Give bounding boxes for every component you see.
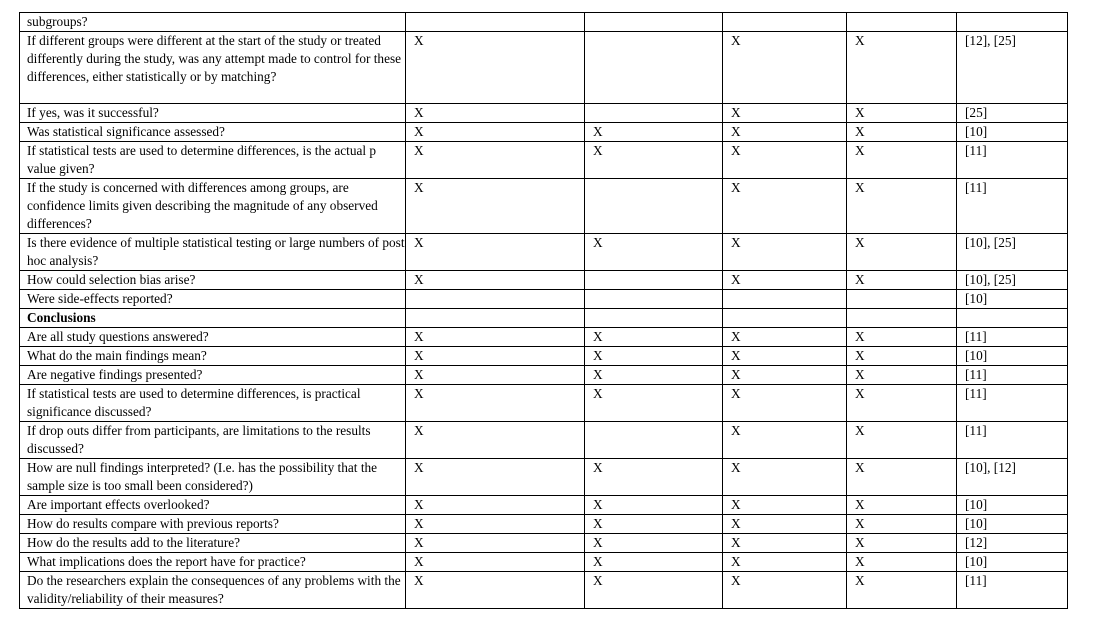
mark-cell-col1: X [406,32,585,104]
mark-cell-col1: X [406,459,585,496]
table-row [20,290,1068,309]
table-row [20,104,1068,123]
mark-cell-col1: X [406,385,585,422]
question-cell: Is there evidence of multiple statistical testing or large numbers of post hoc analysis? [20,234,406,271]
table-row [20,366,1068,385]
mark-cell-col1: X [406,234,585,271]
reference-cell: [12] [957,534,1068,553]
mark-cell-col3: X [723,572,847,609]
table-row [20,515,1068,534]
mark-cell-col2 [585,271,723,290]
reference-cell: [10], [25] [957,271,1068,290]
table-row [20,179,1068,234]
mark-cell-col3 [723,309,847,328]
section-heading: Conclusions [20,309,406,328]
mark-cell-col2: X [585,572,723,609]
mark-cell-col3: X [723,366,847,385]
question-cell: If statistical tests are used to determine differences, is practical significance discussed? [20,385,406,422]
section-heading-row [20,309,1068,328]
question-cell: subgroups? [20,13,406,32]
mark-cell-col2: X [585,328,723,347]
mark-cell-col4: X [847,104,957,123]
mark-cell-col1: X [406,366,585,385]
mark-cell-col1: X [406,142,585,179]
mark-cell-col4: X [847,347,957,366]
mark-cell-col1: X [406,347,585,366]
mark-cell-col4: X [847,32,957,104]
reference-cell: [11] [957,366,1068,385]
mark-cell-col2 [585,104,723,123]
mark-cell-col2: X [585,234,723,271]
table-row [20,32,1068,104]
table-body [20,13,1068,609]
mark-cell-col2 [585,309,723,328]
table-row [20,422,1068,459]
table-row [20,385,1068,422]
reference-cell [957,309,1068,328]
mark-cell-col1 [406,13,585,32]
mark-cell-col3: X [723,271,847,290]
mark-cell-col2: X [585,385,723,422]
mark-cell-col1: X [406,515,585,534]
reference-cell: [11] [957,572,1068,609]
mark-cell-col3: X [723,515,847,534]
question-cell: Do the researchers explain the consequences of any problems with the validity/reliability of their measures? [20,572,406,609]
reference-cell: [10] [957,515,1068,534]
mark-cell-col4: X [847,515,957,534]
reference-cell: [10], [25] [957,234,1068,271]
reference-cell: [10] [957,496,1068,515]
mark-cell-col4: X [847,553,957,572]
mark-cell-col3: X [723,32,847,104]
mark-cell-col2: X [585,496,723,515]
question-cell: How could selection bias arise? [20,271,406,290]
table-row [20,123,1068,142]
mark-cell-col3: X [723,328,847,347]
reference-cell: [10], [12] [957,459,1068,496]
mark-cell-col3: X [723,347,847,366]
question-cell: Are all study questions answered? [20,328,406,347]
mark-cell-col1: X [406,179,585,234]
mark-cell-col4: X [847,534,957,553]
question-cell: How are null findings interpreted? (I.e. has the possibility that the sample size is too small been considered?) [20,459,406,496]
reference-cell: [10] [957,553,1068,572]
mark-cell-col3: X [723,123,847,142]
mark-cell-col4: X [847,496,957,515]
mark-cell-col2: X [585,553,723,572]
mark-cell-col2: X [585,515,723,534]
question-cell: Are negative findings presented? [20,366,406,385]
mark-cell-col2 [585,422,723,459]
mark-cell-col4: X [847,271,957,290]
mark-cell-col4: X [847,385,957,422]
mark-cell-col4: X [847,366,957,385]
mark-cell-col4: X [847,179,957,234]
mark-cell-col4: X [847,234,957,271]
reference-cell: [25] [957,104,1068,123]
question-cell: How do the results add to the literature? [20,534,406,553]
mark-cell-col1 [406,309,585,328]
checklist-table [19,12,1068,609]
mark-cell-col4: X [847,142,957,179]
reference-cell: [11] [957,328,1068,347]
mark-cell-col3: X [723,142,847,179]
mark-cell-col3 [723,13,847,32]
mark-cell-col4 [847,290,957,309]
reference-cell: [10] [957,123,1068,142]
question-cell: If statistical tests are used to determine differences, is the actual p value given? [20,142,406,179]
mark-cell-col1: X [406,534,585,553]
mark-cell-col3: X [723,534,847,553]
reference-cell: [11] [957,385,1068,422]
mark-cell-col2: X [585,142,723,179]
mark-cell-col1: X [406,422,585,459]
mark-cell-col2 [585,32,723,104]
table-row [20,13,1068,32]
mark-cell-col3: X [723,459,847,496]
table-row [20,534,1068,553]
mark-cell-col3: X [723,179,847,234]
mark-cell-col1: X [406,328,585,347]
mark-cell-col3: X [723,234,847,271]
question-cell: If different groups were different at the start of the study or treated differently during the study, was any attempt made to control for these differences, either statistically or by matching? [20,32,406,104]
question-cell: Are important effects overlooked? [20,496,406,515]
table-row [20,572,1068,609]
reference-cell: [11] [957,142,1068,179]
reference-cell: [10] [957,347,1068,366]
mark-cell-col4: X [847,422,957,459]
question-cell: Was statistical significance assessed? [20,123,406,142]
mark-cell-col2 [585,179,723,234]
mark-cell-col4: X [847,572,957,609]
table-row [20,142,1068,179]
mark-cell-col1: X [406,572,585,609]
mark-cell-col1: X [406,123,585,142]
reference-cell: [11] [957,179,1068,234]
reference-cell [957,13,1068,32]
question-cell: If the study is concerned with differences among groups, are confidence limits given describing the magnitude of any observed differences? [20,179,406,234]
mark-cell-col2: X [585,534,723,553]
mark-cell-col2: X [585,459,723,496]
mark-cell-col1 [406,290,585,309]
mark-cell-col1: X [406,553,585,572]
question-cell: Were side-effects reported? [20,290,406,309]
table-row [20,234,1068,271]
table-row [20,347,1068,366]
mark-cell-col3: X [723,385,847,422]
question-cell: What implications does the report have for practice? [20,553,406,572]
mark-cell-col2: X [585,366,723,385]
mark-cell-col4: X [847,459,957,496]
mark-cell-col2: X [585,347,723,366]
mark-cell-col3: X [723,553,847,572]
mark-cell-col4: X [847,123,957,142]
mark-cell-col3: X [723,422,847,459]
table-row [20,553,1068,572]
mark-cell-col2 [585,290,723,309]
question-cell: How do results compare with previous reports? [20,515,406,534]
mark-cell-col1: X [406,496,585,515]
mark-cell-col1: X [406,104,585,123]
mark-cell-col4 [847,13,957,32]
table-row [20,459,1068,496]
mark-cell-col3 [723,290,847,309]
question-cell: If drop outs differ from participants, are limitations to the results discussed? [20,422,406,459]
table-row [20,496,1068,515]
mark-cell-col4 [847,309,957,328]
mark-cell-col1: X [406,271,585,290]
mark-cell-col4: X [847,328,957,347]
mark-cell-col2: X [585,123,723,142]
reference-cell: [10] [957,290,1068,309]
reference-cell: [11] [957,422,1068,459]
mark-cell-col2 [585,13,723,32]
mark-cell-col3: X [723,496,847,515]
table-row [20,328,1068,347]
question-cell: What do the main findings mean? [20,347,406,366]
question-cell: If yes, was it successful? [20,104,406,123]
reference-cell: [12], [25] [957,32,1068,104]
mark-cell-col3: X [723,104,847,123]
table-row [20,271,1068,290]
